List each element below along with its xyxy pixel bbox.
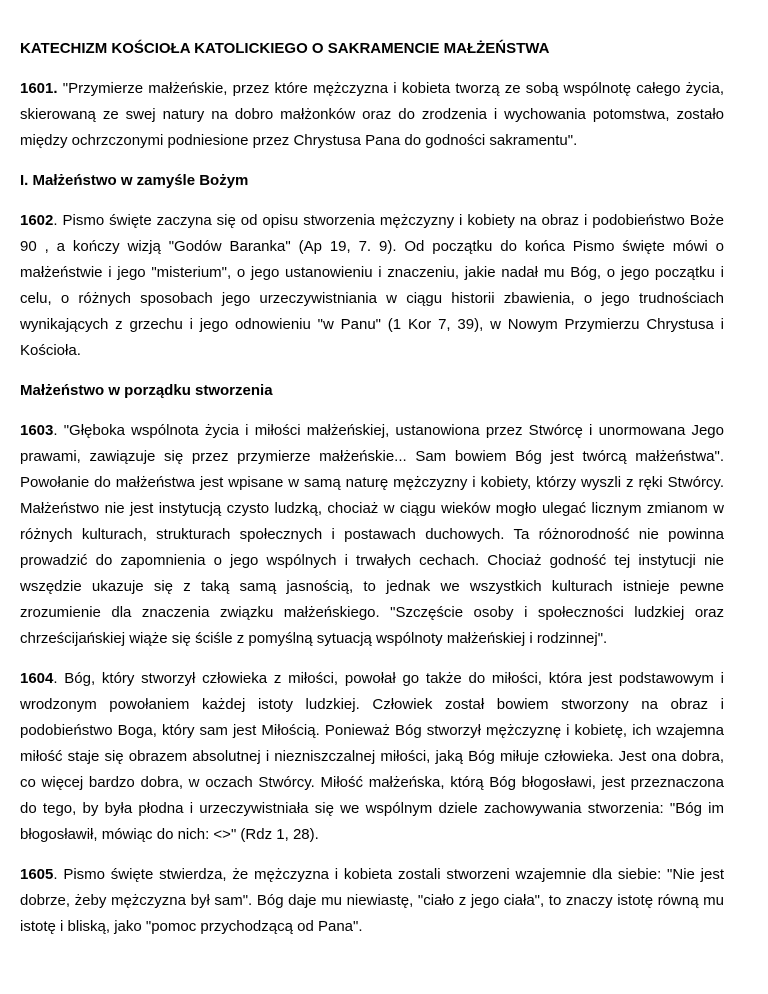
paragraph-1601 — [20, 76, 724, 154]
paragraph-1605 — [20, 862, 724, 940]
paragraph-1602 — [20, 208, 724, 364]
paragraph-number: 1603 — [20, 422, 54, 439]
document-title: KATECHIZM KOŚCIOŁA KATOLICKIEGO O SAKRAMENCIE MAŁŻEŃSTWA — [20, 40, 550, 57]
paragraph-number: 1602 — [20, 212, 54, 229]
paragraph-text: "Przymierze małżeńskie, przez które mężczyzna i kobieta tworzą ze sobą wspólnotę całego życia, skierowaną ze swej natury na dobro małżonków oraz do zrodzenia i wychowania potomstwa, zostało między ochrzczonymi podniesione przez Chrystusa Pana do godności sakramentu". — [20, 80, 724, 149]
section-heading-marriage-in-gods-plan: I. Małżeństwo w zamyśle Bożym — [20, 172, 249, 189]
paragraph-number: 1601. — [20, 80, 58, 97]
paragraph-1604 — [20, 666, 724, 848]
paragraph-text: . Bóg, który stworzył człowieka z miłości, powołał go także do miłości, która jest podstawowym i wrodzonym powołaniem każdej istoty ludzkiej. Człowiek został bowiem stworzony na obraz i podobieństwo Boga, który sam jest Miłością. Ponieważ Bóg stworzył mężczyznę i kobietę, ich wzajemna miłość staje się obrazem absolutnej i niezniszczalnej miłości, jaką Bóg miłuje człowieka. Jest ona dobra, co więcej bardzo dobra, w oczach Stwórcy. Miłość małżeńska, którą Bóg błogosławi, jest przeznaczona do tego, by była płodna i urzeczywistniała się we wspólnym dziele zachowywania stworzenia: "Bóg im błogosławił, mówiąc do nich: <>" (Rdz 1, 28). — [20, 670, 724, 843]
paragraph-text: . "Głęboka wspólnota życia i miłości małżeńskiej, ustanowiona przez Stwórcę i unormowana Jego prawami, zawiązuje się przez przymierze małżeńskie... Sam bowiem Bóg jest twórcą małżeństwa". Powołanie do małżeństwa jest wpisane w samą naturę mężczyzny i kobiety, którzy wyszli z ręki Stwórcy. Małżeństwo nie jest instytucją czysto ludzką, chociaż w ciągu wieków mogło ulegać licznym zmianom w różnych kulturach, strukturach społecznych i postawach duchowych. Ta różnorodność nie powinna prowadzić do zapomnienia o jego wspólnych i trwałych cechach. Chociaż godność tej instytucji nie wszędzie ukazuje się z taką samą jasnością, to jednak we wszystkich kulturach istnieje pewne zrozumienie dla znaczenia związku małżeńskiego. "Szczęście osoby i społeczności ludzkiej oraz chrześcijańskiej wiąże się ściśle z pomyślną sytuacją wspólnoty małżeńskiej i rodzinnej". — [20, 422, 724, 647]
paragraph-1603 — [20, 418, 724, 652]
section-heading-marriage-in-order-of-creation: Małżeństwo w porządku stworzenia — [20, 382, 273, 399]
document-page — [20, 36, 724, 954]
paragraph-number: 1604 — [20, 670, 54, 687]
paragraph-number: 1605 — [20, 866, 54, 883]
paragraph-text: . Pismo święte stwierdza, że mężczyzna i kobieta zostali stworzeni wzajemnie dla siebie: "Nie jest dobrze, żeby mężczyzna był sam". Bóg daje mu niewiastę, "ciało z jego ciała", to znaczy istotę równą mu istotę i bliską, jako "pomoc przychodzącą od Pana". — [20, 866, 724, 935]
paragraph-text: . Pismo święte zaczyna się od opisu stworzenia mężczyzny i kobiety na obraz i podobieństwo Boże 90 , a kończy wizją "Godów Baranka" (Ap 19, 7. 9). Od początku do końca Pismo święte mówi o małżeństwie i jego "misterium", o jego ustanowieniu i znaczeniu, jakie nadał mu Bóg, o jego początku i celu, o różnych sposobach jego urzeczywistniania w ciągu historii zbawienia, o jego trudnościach wynikających z grzechu i jego odnowieniu "w Panu" (1 Kor 7, 39), w Nowym Przymierzu Chrystusa i Kościoła. — [20, 212, 724, 359]
